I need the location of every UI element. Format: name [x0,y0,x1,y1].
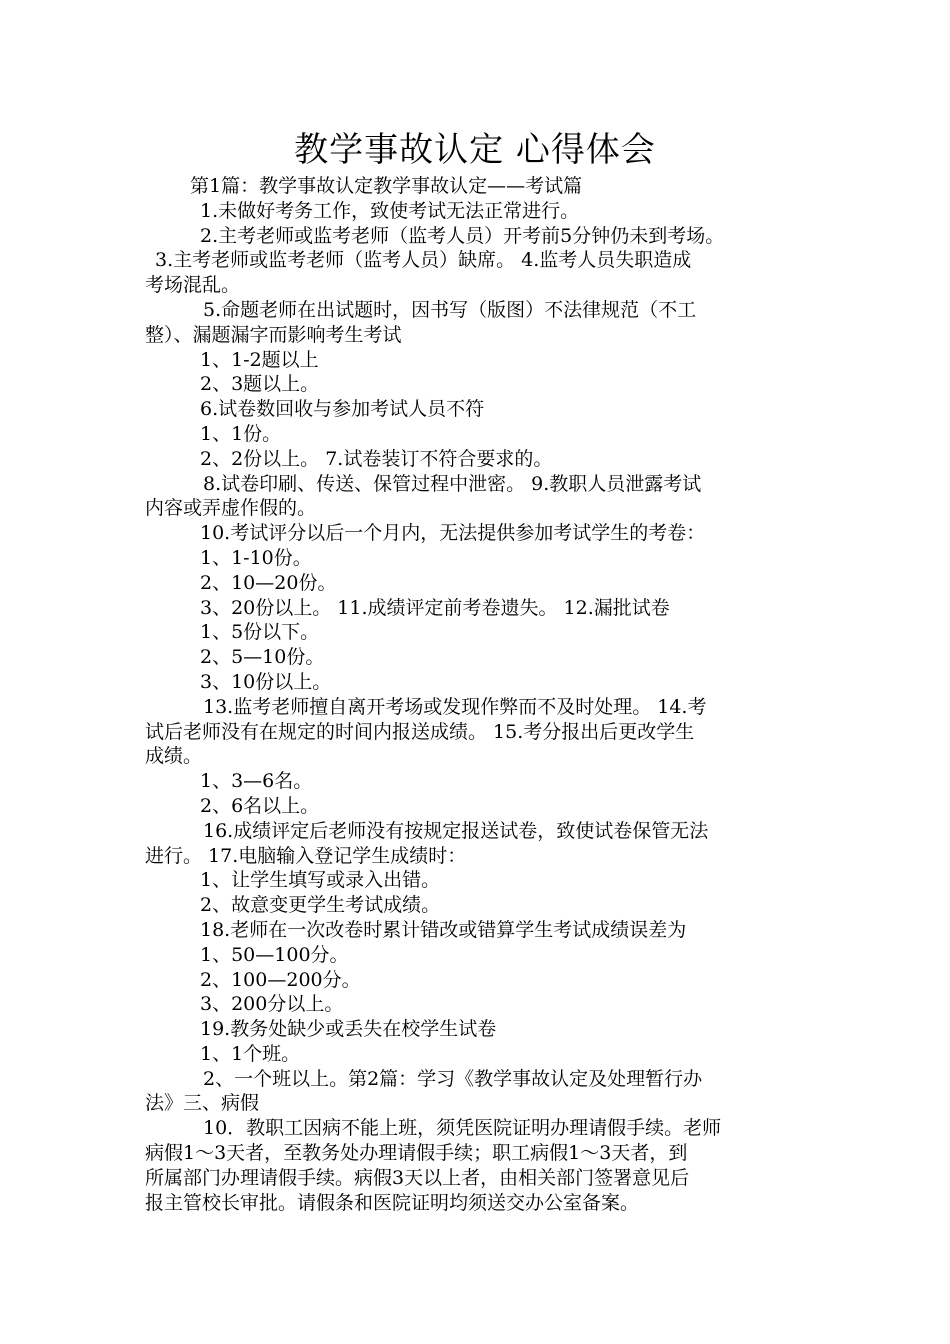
body-line: 1、5份以下。 [200,621,320,644]
body-line: 3.主考老师或监考老师（监考人员）缺席。 4.监考人员失职造成 [155,249,692,272]
body-line: 1、50—100分。 [200,943,349,966]
body-line: 8.试卷印刷、传送、保管过程中泄密。 9.教职人员泄露考试 [203,472,702,495]
body-line: 试后老师没有在规定的时间内报送成绩。 15.考分报出后更改学生 [145,720,695,743]
body-line: 1、1个班。 [200,1042,301,1065]
body-line: 1、1份。 [200,422,282,445]
body-line: 2、10—20份。 [200,571,337,594]
body-line: 10．教职工因病不能上班，须凭医院证明办理请假手续。老师 [203,1117,722,1140]
body-line: 2.主考老师或监考老师（监考人员）开考前5分钟仍未到考场。 [200,224,725,247]
body-line: 13.监考老师擅自离开考场或发现作弊而不及时处理。 14.考 [203,695,707,718]
body-line: 1、让学生填写或录入出错。 [200,869,441,892]
body-line: 18.老师在一次改卷时累计错改或错算学生考试成绩误差为 [200,918,687,941]
body-line: 3、200分以上。 [200,993,344,1016]
body-line: 所属部门办理请假手续。病假3天以上者，由相关部门签署意见后 [145,1166,690,1189]
body-line: 3、10份以上。 [200,670,332,693]
body-line: 2、5—10份。 [200,646,325,669]
body-line: 2、一个班以上。第2篇：学习《教学事故认定及处理暂行办 [203,1067,703,1090]
body-line: 5.命题老师在出试题时，因书写（版图）不法律规范（不工 [203,298,697,321]
body-line: 法》三、病假 [145,1092,260,1115]
body-line: 19.教务处缺少或丢失在校学生试卷 [200,1018,497,1041]
body-line: 2、3题以上。 [200,373,320,396]
body-line: 1、1-10份。 [200,546,312,569]
body-line: 6.试卷数回收与参加考试人员不符 [200,398,485,421]
document-title: 教学事故认定 心得体会 [294,130,656,170]
body-line: 整）、漏题漏字而影响考生考试 [145,323,402,346]
body-line: 内容或弄虚作假的。 [145,497,317,520]
body-line: 病假1～3天者，至教务处办理请假手续；职工病假1～3天者，到 [145,1142,688,1165]
body-line: 考场混乱。 [145,274,241,297]
body-line: 1.未做好考务工作，致使考试无法正常进行。 [200,199,580,222]
body-line: 报主管校长审批。请假条和医院证明均须送交办公室备案。 [145,1191,640,1214]
body-line: 2、6名以上。 [200,794,320,817]
body-line: 第1篇：教学事故认定教学事故认定——考试篇 [190,175,583,197]
body-line: 进行。 17.电脑输入登记学生成绩时： [145,844,467,867]
body-line: 2、故意变更学生考试成绩。 [200,894,441,917]
body-line: 成绩。 [145,745,203,768]
body-line: 2、2份以上。 7.试卷装订不符合要求的。 [200,447,553,470]
document-body [145,174,825,1215]
body-line: 3、20份以上。 11.成绩评定前考卷遗失。 12.漏批试卷 [200,596,670,619]
body-line: 1、3—6名。 [200,770,313,793]
body-line: 1、1-2题以上 [200,348,319,371]
body-line: 2、100—200分。 [200,968,361,991]
body-line: 16.成绩评定后老师没有按规定报送试卷，致使试卷保管无法 [203,819,709,842]
body-line: 10.考试评分以后一个月内，无法提供参加考试学生的考卷： [200,522,706,545]
